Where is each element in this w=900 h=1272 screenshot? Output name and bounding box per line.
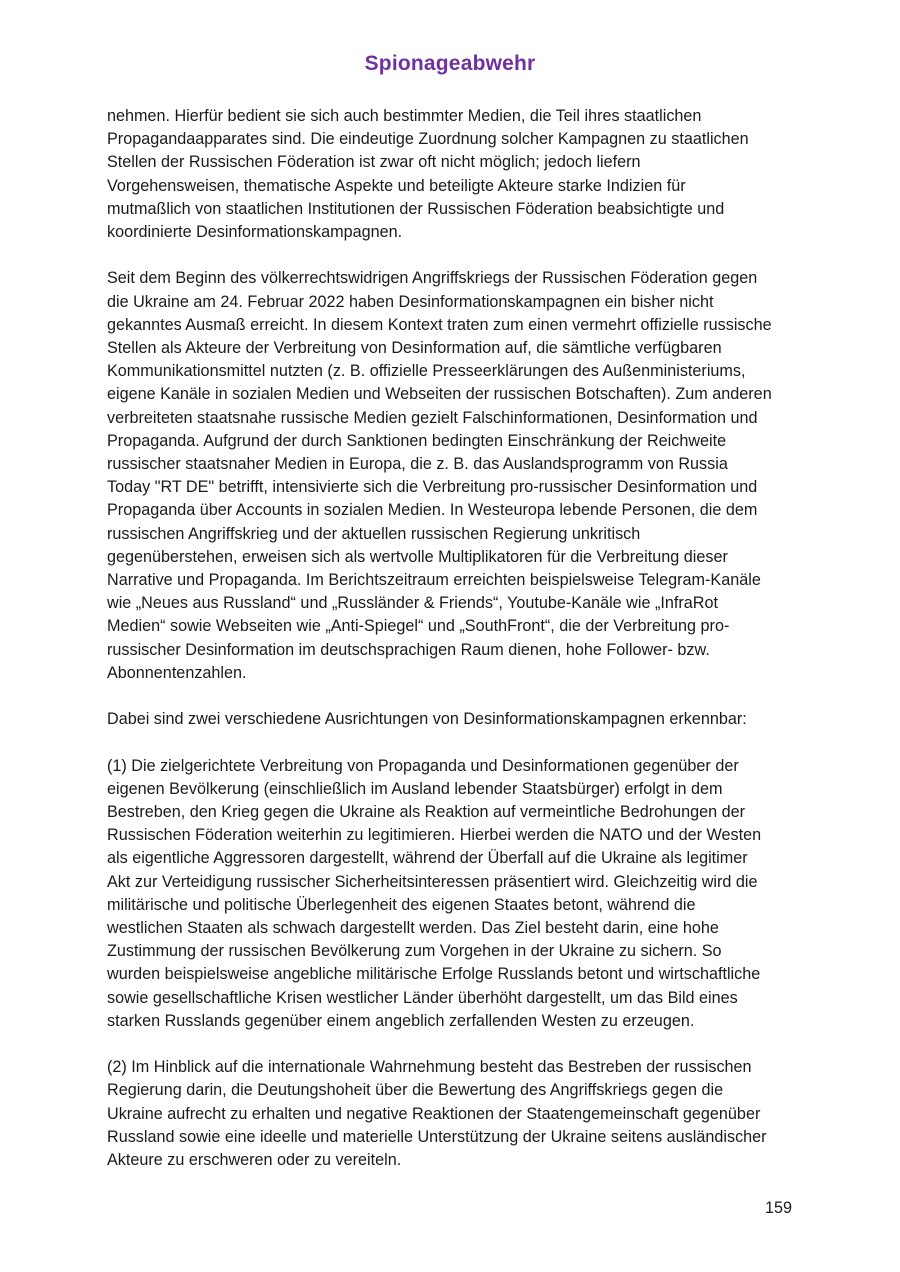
paragraph-1: nehmen. Hierfür bedient sie sich auch bestimmter Medien, die Teil ihres staatlichen Propagandaapparates sind. Die eindeutige Zuordnung solcher Kampagnen zu staatlichen Stellen der Russischen Föderation ist zwar oft nicht möglich; jedoch liefern Vorgehensweisen, thematische Aspekte und beteiligte Akteure starke Indizien für mutmaßlich von staatlichen Institutionen der Russischen Föderation beabsichtigte und koordinierte Desinformationskampagnen. (107, 107, 749, 242)
page-header-title: Spionageabwehr (364, 52, 536, 75)
body-text (107, 105, 797, 1195)
paragraph-3: Dabei sind zwei verschiedene Ausrichtungen von Desinformationskampagnen erkennbar: (107, 710, 747, 729)
paragraph-4: (1) Die zielgerichtete Verbreitung von Propaganda und Desinformationen gegenüber der eigenen Bevölkerung (einschließlich im Ausland lebender Staatsbürger) erfolgt in dem Bestreben, den Krieg gegen die Ukraine als Reaktion auf vermeintliche Bedrohungen der Russischen Föderation weiterhin zu legitimieren. Hierbei werden die NATO und der Westen als eigentliche Aggressoren dargestellt, während der Überfall auf die Ukraine als legitimer Akt zur Verteidigung russischer Sicherheitsinteressen präsentiert wird. Gleichzeitig wird die militärische und politische Überlegenheit des eigenen Staates betont, während die westlichen Staaten als schwach dargestellt werden. Das Ziel besteht darin, eine hohe Zustimmung der russischen Bevölkerung zum Vorgehen in der Ukraine zu sichern. So wurden beispielsweise angebliche militärische Erfolge Russlands betont und wirtschaftliche sowie gesellschaftliche Krisen westlicher Länder überhöht dargestellt, um das Bild eines starken Russlands gegenüber einem angeblich zerfallenden Westen zu erzeugen. (107, 756, 762, 1030)
page-number: 159 (764, 1199, 792, 1217)
paragraph-5: (2) Im Hinblick auf die internationale Wahrnehmung besteht das Bestreben der russischen Regierung darin, die Deutungshoheit über die Bewertung des Angriffskriegs gegen die Ukraine aufrecht zu erhalten und negative Reaktionen der Staatengemeinschaft gegenüber Russland sowie eine ideelle und materielle Unterstützung der Ukraine seitens ausländischer Akteure zu erschweren oder zu vereiteln. (107, 1058, 767, 1170)
paragraph-2: Seit dem Beginn des völkerrechtswidrigen Angriffskriegs der Russischen Föderation gegen die Ukraine am 24. Februar 2022 haben Desinformationskampagnen ein bisher nicht gekanntes Ausmaß erreicht. In diesem Kontext traten zum einen vermehrt offizielle russische Stellen als Akteure der Verbreitung von Desinformation auf, die sämtliche verfügbaren Kommunikationsmittel nutzten (z. B. offizielle Presseerklärungen des Außenministeriums, eigene Kanäle in sozialen Medien und Webseiten der russischen Botschaften). Zum anderen verbreiteten staatsnahe russische Medien gezielt Falschinformationen, Desinformation und Propaganda. Aufgrund der durch Sanktionen bedingten Einschränkung der Reichweite russischer staatsnaher Medien in Europa, die z. B. das Auslandsprogramm von Russia Today "RT DE" betrifft, intensivierte sich die Verbreitung pro-russischer Desinformation und Propaganda über Accounts in sozialen Medien. In Westeuropa lebende Personen, die dem russischen Angriffskrieg und der aktuellen russischen Regierung unkritisch gegenüberstehen, erweisen sich als wertvolle Multiplikatoren für die Verbreitung dieser Narrative und Propaganda. Im Berichtszeitraum erreichten beispielsweise Telegram-Kanäle wie „Neues aus Russland“ und „Russländer & Friends“, Youtube-Kanäle wie „InfraRot Medien“ sowie Webseiten wie „Anti-Spiegel“ und „SouthFront“, die der Verbreitung pro- russischer Desinformation im deutschsprachigen Raum dienen, hohe Follower- bzw. Abonnentenzahlen. (107, 269, 772, 682)
